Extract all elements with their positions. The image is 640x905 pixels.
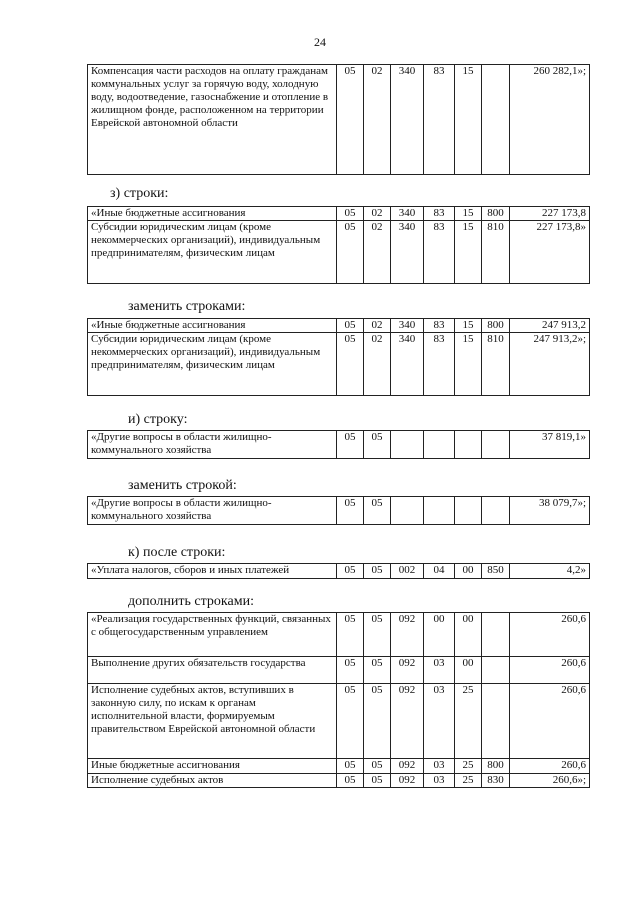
- cell-code-b: 03: [424, 684, 455, 759]
- cell-amount: 247 913,2»;: [510, 333, 590, 396]
- cell-name: Компенсация части расходов на оплату гражданам коммунальных услуг за горячую воду, холодную воду, водоотведение, газоснабжение и отопление в жилищном фонде, расположенном на территории Еврейской автономной области: [88, 65, 337, 175]
- cell-expense-type: 810: [482, 333, 510, 396]
- cell-section: 05: [337, 657, 364, 684]
- cell-code-c: 00: [455, 613, 482, 657]
- cell-subsection: 05: [364, 774, 391, 788]
- cell-subsection: 05: [364, 564, 391, 579]
- cell-expense-type: 850: [482, 564, 510, 579]
- block-heading-2: заменить строками:: [128, 299, 246, 314]
- cell-expense-type: [482, 65, 510, 175]
- cell-section: 05: [337, 333, 364, 396]
- cell-code-a: 340: [391, 207, 424, 221]
- cell-name: Субсидии юридическим лицам (кроме некоммерческих организаций), индивидуальным предпринимателям, физическим лицам: [88, 333, 337, 396]
- cell-code-c: [455, 497, 482, 525]
- cell-subsection: 02: [364, 319, 391, 333]
- cell-code-a: 092: [391, 613, 424, 657]
- table-row: [88, 333, 590, 396]
- cell-expense-type: [482, 497, 510, 525]
- table-row: [88, 497, 590, 525]
- table-row: [88, 65, 590, 175]
- cell-subsection: 05: [364, 497, 391, 525]
- cell-name: «Уплата налогов, сборов и иных платежей: [88, 564, 337, 579]
- cell-expense-type: 810: [482, 221, 510, 284]
- table-block-1: [87, 206, 590, 284]
- table-row: [88, 431, 590, 459]
- cell-expense-type: 800: [482, 319, 510, 333]
- cell-amount: 260,6: [510, 657, 590, 684]
- cell-code-b: [424, 497, 455, 525]
- cell-section: 05: [337, 221, 364, 284]
- cell-section: 05: [337, 613, 364, 657]
- block-heading-1: з) строки:: [110, 186, 169, 201]
- cell-code-c: 25: [455, 684, 482, 759]
- cell-name: Иные бюджетные ассигнования: [88, 759, 337, 774]
- cell-code-a: 092: [391, 774, 424, 788]
- cell-name: «Иные бюджетные ассигнования: [88, 319, 337, 333]
- cell-expense-type: [482, 431, 510, 459]
- cell-expense-type: [482, 657, 510, 684]
- cell-name: «Иные бюджетные ассигнования: [88, 207, 337, 221]
- cell-code-b: 03: [424, 774, 455, 788]
- cell-code-c: 00: [455, 564, 482, 579]
- cell-subsection: 05: [364, 684, 391, 759]
- cell-code-c: 15: [455, 65, 482, 175]
- table-row: [88, 564, 590, 579]
- cell-name: «Реализация государственных функций, связанных с общегосударственным управлением: [88, 613, 337, 657]
- cell-expense-type: 800: [482, 207, 510, 221]
- table-row: [88, 684, 590, 759]
- cell-amount: 227 173,8: [510, 207, 590, 221]
- table-row: [88, 319, 590, 333]
- cell-subsection: 02: [364, 65, 391, 175]
- table-row: [88, 657, 590, 684]
- cell-subsection: 05: [364, 657, 391, 684]
- cell-code-a: 340: [391, 65, 424, 175]
- cell-code-a: 002: [391, 564, 424, 579]
- cell-code-c: 25: [455, 774, 482, 788]
- table-block-4: [87, 496, 590, 525]
- table-row: [88, 207, 590, 221]
- cell-code-c: 25: [455, 759, 482, 774]
- cell-name: «Другие вопросы в области жилищно-коммунального хозяйства: [88, 497, 337, 525]
- cell-code-c: [455, 431, 482, 459]
- cell-code-b: 83: [424, 221, 455, 284]
- cell-amount: 260,6»;: [510, 774, 590, 788]
- cell-code-a: 340: [391, 319, 424, 333]
- cell-code-b: 83: [424, 319, 455, 333]
- cell-section: 05: [337, 564, 364, 579]
- page-number: 24: [314, 35, 326, 49]
- cell-expense-type: 800: [482, 759, 510, 774]
- cell-code-b: 83: [424, 207, 455, 221]
- cell-code-a: [391, 431, 424, 459]
- cell-amount: 247 913,2: [510, 319, 590, 333]
- block-heading-6: дополнить строками:: [128, 594, 254, 609]
- cell-amount: 260,6: [510, 613, 590, 657]
- cell-code-a: 340: [391, 221, 424, 284]
- cell-name: «Другие вопросы в области жилищно-коммунального хозяйства: [88, 431, 337, 459]
- cell-code-b: 83: [424, 333, 455, 396]
- table-row: [88, 221, 590, 284]
- cell-amount: 4,2»: [510, 564, 590, 579]
- cell-section: 05: [337, 65, 364, 175]
- table-block-6: [87, 612, 590, 788]
- cell-section: 05: [337, 431, 364, 459]
- cell-name: Выполнение других обязательств государства: [88, 657, 337, 684]
- table-block-0: [87, 64, 590, 175]
- block-heading-5: к) после строки:: [128, 545, 226, 560]
- cell-subsection: 02: [364, 221, 391, 284]
- cell-expense-type: [482, 613, 510, 657]
- block-heading-3: и) строку:: [128, 412, 188, 427]
- cell-amount: 260,6: [510, 684, 590, 759]
- cell-code-c: 15: [455, 207, 482, 221]
- cell-name: Исполнение судебных актов, вступивших в законную силу, по искам к органам исполнительной власти, формируемым правительством Еврейской автономной области: [88, 684, 337, 759]
- cell-code-b: 03: [424, 657, 455, 684]
- cell-subsection: 02: [364, 207, 391, 221]
- cell-code-b: 03: [424, 759, 455, 774]
- cell-section: 05: [337, 497, 364, 525]
- cell-code-a: 340: [391, 333, 424, 396]
- cell-amount: 37 819,1»: [510, 431, 590, 459]
- cell-code-c: 15: [455, 221, 482, 284]
- cell-code-b: 00: [424, 613, 455, 657]
- cell-section: 05: [337, 684, 364, 759]
- cell-code-c: 15: [455, 319, 482, 333]
- table-block-3: [87, 430, 590, 459]
- cell-code-a: 092: [391, 759, 424, 774]
- cell-code-a: 092: [391, 684, 424, 759]
- cell-code-b: 04: [424, 564, 455, 579]
- table-block-5: [87, 563, 590, 579]
- table-block-2: [87, 318, 590, 396]
- block-heading-4: заменить строкой:: [128, 478, 237, 493]
- cell-amount: 227 173,8»: [510, 221, 590, 284]
- cell-code-c: 00: [455, 657, 482, 684]
- cell-amount: 38 079,7»;: [510, 497, 590, 525]
- cell-name: Исполнение судебных актов: [88, 774, 337, 788]
- cell-subsection: 02: [364, 333, 391, 396]
- cell-subsection: 05: [364, 613, 391, 657]
- cell-subsection: 05: [364, 759, 391, 774]
- cell-code-b: [424, 431, 455, 459]
- cell-section: 05: [337, 207, 364, 221]
- cell-section: 05: [337, 774, 364, 788]
- cell-name: Субсидии юридическим лицам (кроме некоммерческих организаций), индивидуальным предпринимателям, физическим лицам: [88, 221, 337, 284]
- cell-section: 05: [337, 319, 364, 333]
- cell-section: 05: [337, 759, 364, 774]
- table-row: [88, 613, 590, 657]
- table-row: [88, 759, 590, 774]
- cell-code-b: 83: [424, 65, 455, 175]
- cell-amount: 260,6: [510, 759, 590, 774]
- cell-subsection: 05: [364, 431, 391, 459]
- cell-code-a: 092: [391, 657, 424, 684]
- cell-code-a: [391, 497, 424, 525]
- table-row: [88, 774, 590, 788]
- cell-amount: 260 282,1»;: [510, 65, 590, 175]
- cell-expense-type: 830: [482, 774, 510, 788]
- cell-expense-type: [482, 684, 510, 759]
- cell-code-c: 15: [455, 333, 482, 396]
